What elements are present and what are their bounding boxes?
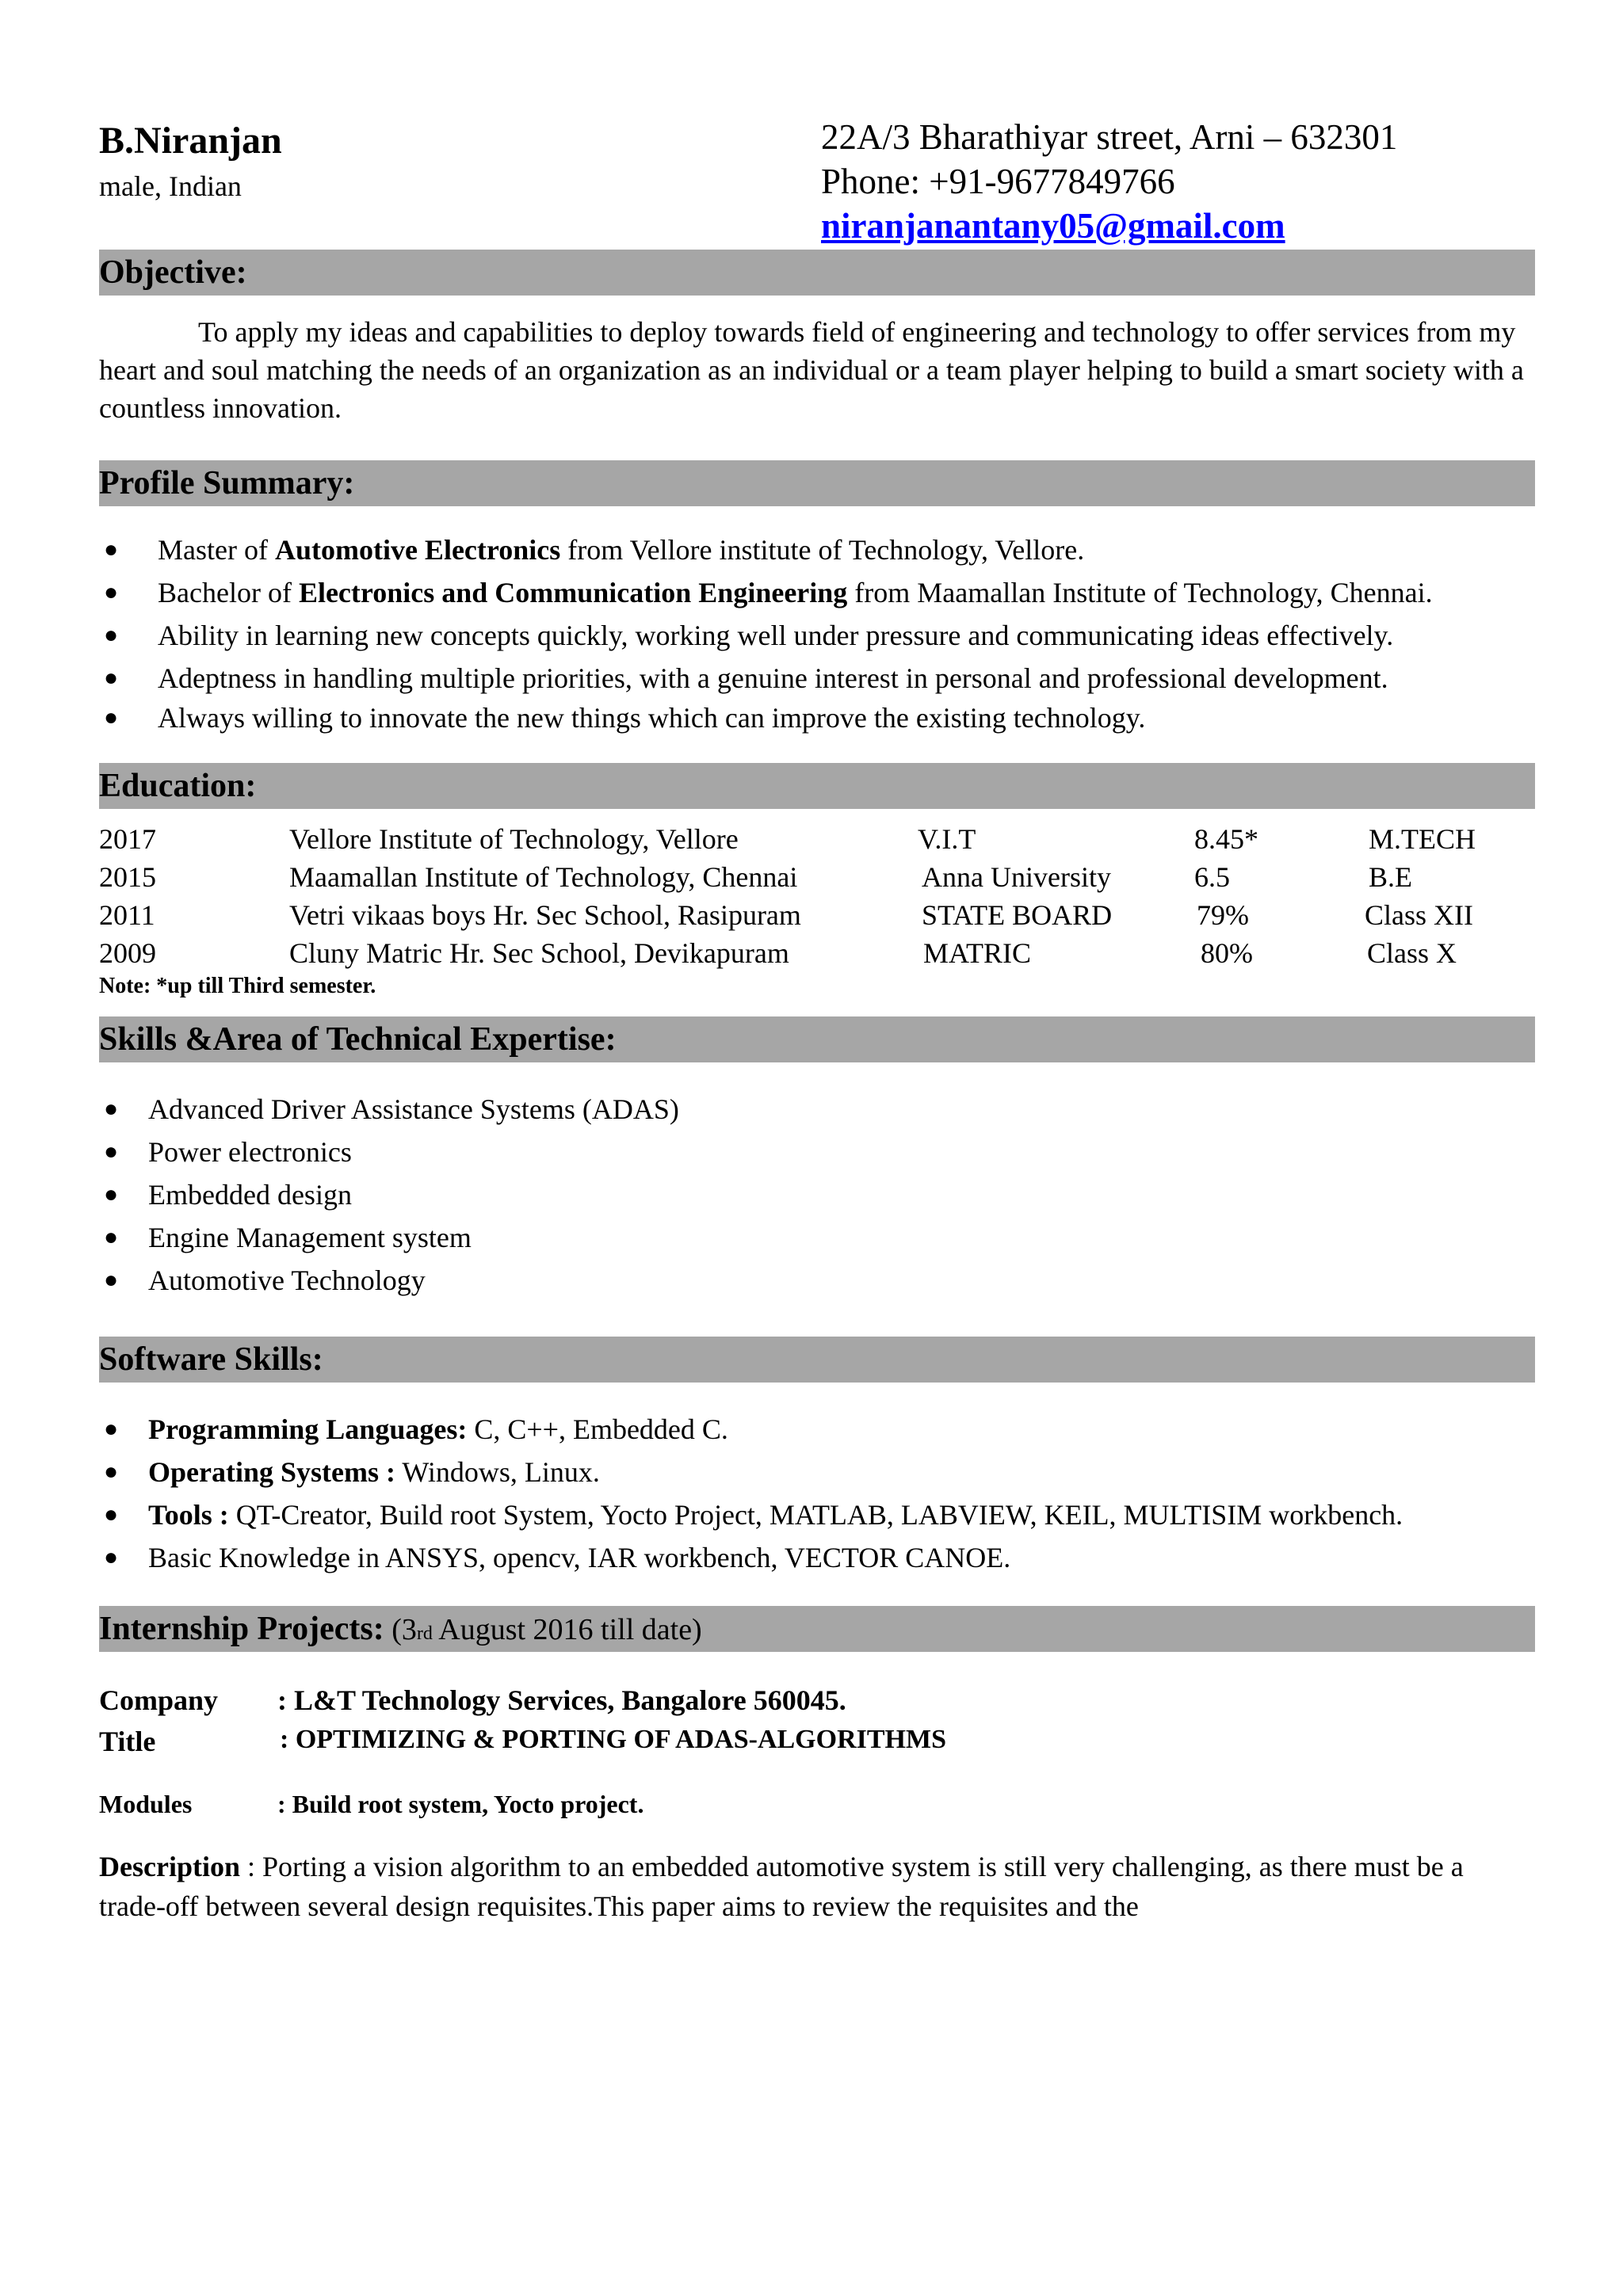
education-table: [99, 820, 1535, 972]
company-row: Company : L&T Technology Services, Bangalore 560045.: [99, 1684, 846, 1716]
bullet-icon: ●: [104, 665, 119, 691]
table-row: 2009 Cluny Matric Hr. Sec School, Devikapuram MATRIC 80% Class X: [99, 937, 1457, 969]
objective-text: To apply my ideas and capabilities to deploy towards field of engineering and technology to offer services from my heart and soul matching the needs of an organization as an individual or a team player helping to build a smart society with a countless innovation.: [99, 316, 1524, 424]
phone: Phone: +91-9677849766: [821, 162, 1175, 201]
table-row: 2015 Maamallan Institute of Technology, Chennai Anna University 6.5 B.E: [99, 861, 1413, 893]
list-item: ● Advanced Driver Assistance Systems (ADAS): [99, 1088, 1535, 1131]
bullet-icon: ●: [104, 579, 119, 605]
contact-block: [821, 115, 1397, 248]
bullet-icon: ●: [104, 1096, 119, 1122]
email-link[interactable]: niranjanantany05@gmail.com: [821, 206, 1285, 246]
skills-heading: Skills &Area of Technical Expertise:: [99, 1016, 1535, 1062]
bullet-icon: ●: [104, 1544, 119, 1570]
title-row: Title : OPTIMIZING & PORTING OF ADAS-ALGORITHMS: [99, 1725, 946, 1757]
header: [99, 111, 1535, 250]
candidate-name: B.Niranjan: [99, 120, 282, 162]
internship-heading: Internship Projects: (3rd August 2016 till date): [99, 1606, 1535, 1652]
bullet-icon: ●: [104, 1138, 119, 1165]
list-item: ● Master of Automotive Electronics from Vellore institute of Technology, Vellore.: [99, 530, 1535, 570]
profile-summary-heading: Profile Summary:: [99, 460, 1535, 506]
address: 22A/3 Bharathiyar street, Arni – 632301: [821, 117, 1398, 157]
bullet-icon: ●: [104, 536, 119, 563]
education-note: Note: *up till Third semester.: [99, 974, 376, 998]
bullet-icon: ●: [104, 622, 119, 648]
list-item: ● Embedded design: [99, 1173, 1535, 1216]
list-item: ● Bachelor of Electronics and Communication Engineering from Maamallan Institute of Technology, Chennai.: [99, 573, 1535, 612]
description-text: Description : Porting a vision algorithm to an embedded automotive system is still very challenging, as there must be a trade-off between several design requisites.This paper aims to review the requisites and the: [99, 1851, 1464, 1922]
education-heading: Education:: [99, 763, 1535, 809]
software-skills-list: [99, 1408, 1535, 1579]
bullet-icon: ●: [104, 1267, 119, 1293]
profile-summary-list: [99, 530, 1535, 738]
list-item: ● Engine Management system: [99, 1216, 1535, 1259]
list-item: ● Power electronics: [99, 1131, 1535, 1173]
modules-row: Modules : Build root system, Yocto project.: [99, 1790, 644, 1818]
list-item: ● Always willing to innovate the new things which can improve the existing technology.: [99, 698, 1535, 738]
bullet-icon: ●: [104, 1459, 119, 1485]
list-item: ● Operating Systems : Windows, Linux.: [99, 1451, 1535, 1493]
list-item: ● Programming Languages: C, C++, Embedded C.: [99, 1408, 1535, 1451]
bullet-icon: ●: [104, 1181, 119, 1207]
bullet-icon: ●: [104, 1501, 119, 1527]
bullet-icon: ●: [104, 1416, 119, 1442]
resume-page: [99, 111, 1535, 1926]
list-item: ● Automotive Technology: [99, 1259, 1535, 1302]
software-skills-heading: Software Skills:: [99, 1337, 1535, 1383]
list-item: ● Adeptness in handling multiple priorities, with a genuine interest in personal and professional development.: [99, 658, 1535, 698]
list-item: ● Ability in learning new concepts quickly, working well under pressure and communicating ideas effectively.: [99, 616, 1535, 655]
internship-date: (3rd August 2016 till date): [384, 1613, 702, 1646]
table-row: 2011 Vetri vikaas boys Hr. Sec School, Rasipuram STATE BOARD 79% Class XII: [99, 899, 1473, 931]
bullet-icon: ●: [104, 1224, 119, 1250]
list-item: ● Tools : QT-Creator, Build root System, Yocto Project, MATLAB, LABVIEW, KEIL, MULTISIM workbench.: [99, 1493, 1535, 1536]
objective-heading: Objective:: [99, 250, 1535, 296]
gender-nationality: male, Indian: [99, 170, 242, 202]
bullet-icon: ●: [104, 704, 119, 730]
list-item: ● Basic Knowledge in ANSYS, opencv, IAR workbench, VECTOR CANOE.: [99, 1536, 1535, 1579]
skills-list: [99, 1088, 1535, 1302]
table-row: 2017 Vellore Institute of Technology, Vellore V.I.T 8.45* M.TECH: [99, 823, 1476, 855]
